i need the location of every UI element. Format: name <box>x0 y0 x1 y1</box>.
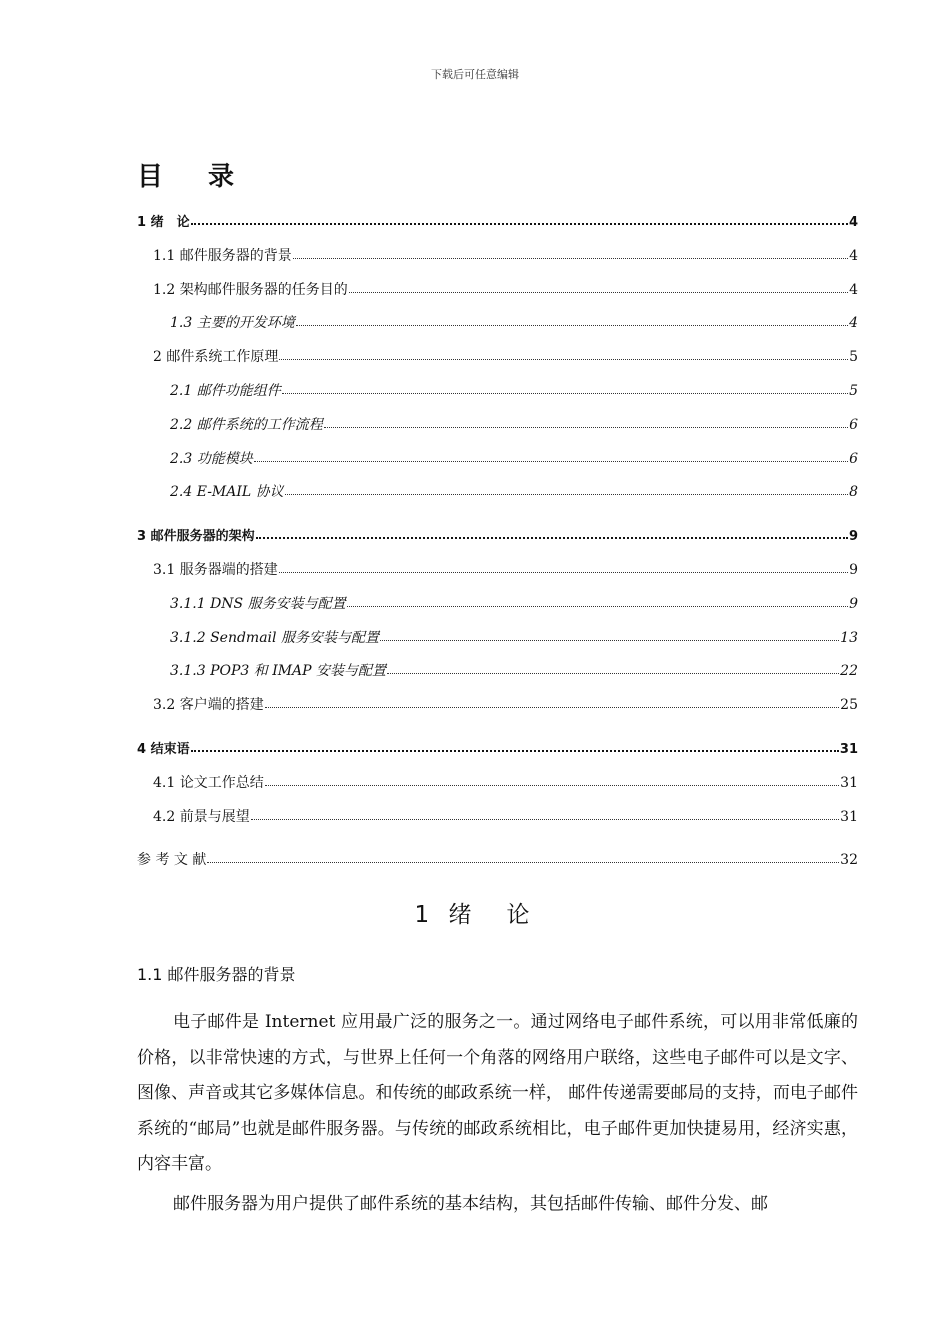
toc-entry-label: 2.4 E-MAIL 协议 <box>170 484 284 500</box>
toc-entry[interactable] <box>170 628 858 648</box>
toc-entry[interactable] <box>153 807 858 827</box>
toc-entry[interactable] <box>153 347 858 367</box>
toc-leader-dots <box>347 594 848 607</box>
toc-leader-dots <box>256 525 848 539</box>
toc-entry[interactable] <box>170 313 858 333</box>
toc-entry-label: 2.3 功能模块 <box>170 451 253 467</box>
toc-entry-page: 22 <box>840 663 858 679</box>
toc-entry[interactable] <box>170 594 858 614</box>
page-header-note: 下载后可任意编辑 <box>431 68 519 81</box>
toc-leader-dots <box>279 347 848 360</box>
toc-entry-label: 3.2 客户端的搭建 <box>153 697 264 713</box>
toc-entry-label: 4 结束语 <box>137 742 190 757</box>
toc-entry-label: 2.2 邮件系统的工作流程 <box>170 417 323 433</box>
toc-entry[interactable] <box>137 526 858 546</box>
toc-entry[interactable] <box>137 739 858 759</box>
toc-entry-label: 1.2 架构邮件服务器的任务目的 <box>153 282 348 298</box>
toc-entry[interactable] <box>153 560 858 580</box>
toc-leader-dots <box>380 628 839 641</box>
toc-entry[interactable] <box>170 661 858 681</box>
toc-entry-page: 31 <box>839 742 858 757</box>
toc-entry[interactable] <box>153 246 858 266</box>
toc-entry-page: 6 <box>849 451 858 467</box>
toc-entry-page: 5 <box>849 349 858 365</box>
toc-entry-label: 3.1.2 Sendmail 服务安装与配置 <box>170 630 379 646</box>
toc-leader-dots <box>349 280 848 293</box>
toc-entry[interactable] <box>170 449 858 469</box>
toc-title: 目 录 <box>137 162 253 192</box>
toc-leader-dots <box>191 211 848 225</box>
toc-entry-page: 5 <box>849 383 858 399</box>
toc-entry-page: 4 <box>849 248 858 264</box>
toc-leader-dots <box>387 661 839 674</box>
toc-leader-dots <box>293 246 848 259</box>
toc-entry-page: 9 <box>849 596 858 612</box>
toc-entry[interactable] <box>137 212 858 232</box>
toc-leader-dots <box>285 482 848 495</box>
toc-entry-page: 8 <box>849 484 858 500</box>
toc-entry-page: 32 <box>840 852 858 868</box>
toc-entry-page: 25 <box>840 697 858 713</box>
toc-entry-page: 31 <box>840 809 858 825</box>
toc-leader-dots <box>191 738 839 752</box>
toc-entry[interactable] <box>153 695 858 715</box>
toc-entry[interactable] <box>170 415 858 435</box>
toc-entry-label: 1.1 邮件服务器的背景 <box>153 248 292 264</box>
toc-entry-label: 2 邮件系统工作原理 <box>153 349 279 365</box>
toc-entry[interactable] <box>170 381 858 401</box>
toc-entry-label: 4.2 前景与展望 <box>153 809 250 825</box>
chapter-heading: 1 绪 论 <box>414 902 536 928</box>
toc-entry-page: 13 <box>840 630 858 646</box>
toc-entry[interactable] <box>137 850 858 870</box>
toc-entry-page: 9 <box>849 562 858 578</box>
toc-entry-label: 4.1 论文工作总结 <box>153 775 264 791</box>
toc-entry[interactable] <box>153 280 858 300</box>
toc-leader-dots <box>265 773 839 786</box>
toc-leader-dots <box>296 313 848 326</box>
section-heading: 1.1 邮件服务器的背景 <box>137 965 296 984</box>
toc-entry-page: 6 <box>849 417 858 433</box>
body-paragraph: 邮件服务器为用户提供了邮件系统的基本结构，其包括邮件传输、邮件分发、邮 <box>173 1194 768 1214</box>
body-paragraph: 电子邮件是 Internet 应用最广泛的服务之一。通过网络电子邮件系统，可以用非常低廉的价格，以非常快速的方式，与世界上任何一个角落的网络用户联络，这些电子邮件可以是文字、图像、声音或其它多媒体信息。和传统的邮政系统一样， 邮件传递需要邮局的支持，而电子邮件系统的“邮局”也就是邮件服务器。与传统的邮政系统相比，电子邮件更加快捷易用，经济实惠，内容丰富。 <box>137 1012 858 1174</box>
toc-entry-page: 9 <box>848 529 858 544</box>
toc-leader-dots <box>265 695 839 708</box>
toc-entry-page: 4 <box>849 315 858 331</box>
toc-entry-label: 2.1 邮件功能组件 <box>170 383 281 399</box>
toc-entry-page: 4 <box>849 282 858 298</box>
toc-entry-page: 31 <box>840 775 858 791</box>
toc-leader-dots <box>207 850 839 863</box>
toc-leader-dots <box>251 807 839 820</box>
toc-entry[interactable] <box>153 773 858 793</box>
toc-leader-dots <box>279 560 848 573</box>
toc-entry-label: 1.3 主要的开发环境 <box>170 315 295 331</box>
toc-entry-label: 3.1 服务器端的搭建 <box>153 562 278 578</box>
toc-entry-label: 参 考 文 献 <box>137 852 207 868</box>
toc-entry-label: 3.1.1 DNS 服务安装与配置 <box>170 596 346 612</box>
toc-entry-label: 3.1.3 POP3 和 IMAP 安装与配置 <box>170 663 387 679</box>
toc-entry-page: 4 <box>848 215 858 230</box>
toc-leader-dots <box>254 449 848 462</box>
toc-entry-label: 1 绪 论 <box>137 215 190 230</box>
toc-entry-label: 3 邮件服务器的架构 <box>137 529 255 544</box>
toc-entry[interactable] <box>170 482 858 502</box>
toc-leader-dots <box>282 381 848 394</box>
toc-leader-dots <box>324 415 848 428</box>
